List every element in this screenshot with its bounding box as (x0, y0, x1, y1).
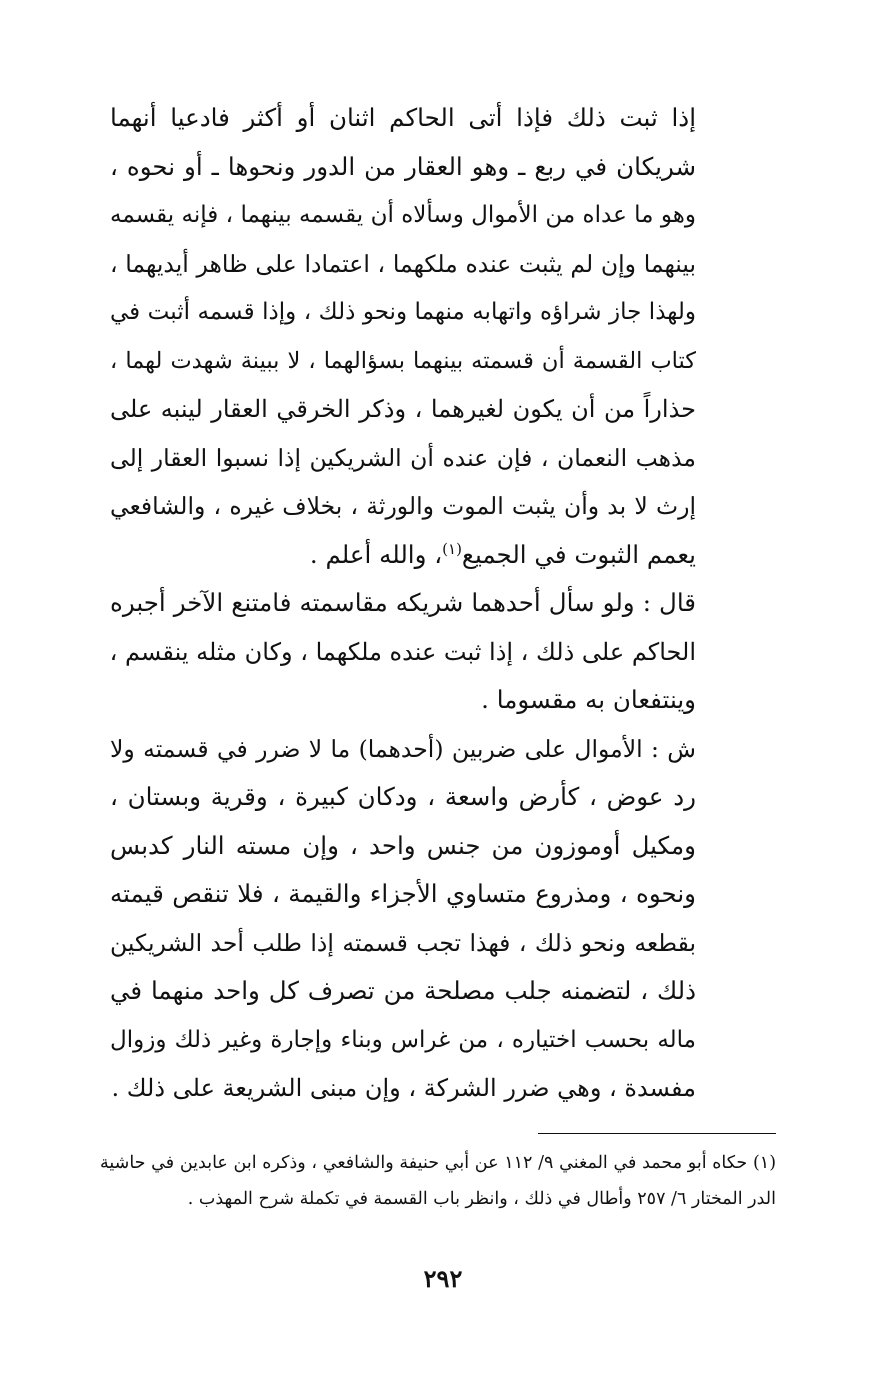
footnote-divider (538, 1133, 776, 1134)
text-line: بينهما وإن لم يثبت عنده ملكهما ، اعتمادا على ظاهر أيديهما ، (110, 249, 696, 278)
text-line: كتاب القسمة أن قسمته بينهما بسؤالهما ، لا ببينة شهدت لهما ، (110, 347, 696, 374)
text-line: قال : ولو سأل أحدهما شريكه مقاسمته فامتنع الآخر أجبره (110, 588, 696, 617)
text-line: ماله بحسب اختياره ، من غراس وبناء وإجارة وغير ذلك وزوال (110, 1026, 696, 1053)
text-line: بقطعه ونحو ذلك ، فهذا تجب قسمته إذا طلب أحد الشريكين (110, 928, 696, 957)
main-text (110, 94, 696, 1113)
text-line: إذا ثبت ذلك فإذا أتى الحاكم اثنان أو أكثر فادعيا أنهما (110, 103, 696, 132)
text-line: ومكيل أوموزون من جنس واحد ، وإن مسته النار كدبس (110, 830, 696, 860)
page-number: ٢٩٢ (423, 1264, 463, 1293)
text-line: وينتفعان به مقسوما . (481, 685, 696, 714)
text-line: ونحوه ، ومذروع متساوي الأجزاء والقيمة ، فلا تنقص قيمته (110, 879, 696, 908)
text-line: مفسدة ، وهي ضرر الشركة ، وإن مبنى الشريعة على ذلك . (111, 1074, 696, 1102)
text-line: شريكان في ربع ـ وهو العقار من الدور ونحوها ـ أو نحوه ، (110, 151, 696, 181)
text-line: ذلك ، لتضمنه جلب مصلحة من تصرف كل واحد منهما في (110, 976, 696, 1005)
footnotes (100, 1145, 776, 1217)
text-line (110, 531, 696, 580)
text-line: وهو ما عداه من الأموال وسألاه أن يقسمه بينهما ، فإنه يقسمه (110, 202, 696, 228)
text-line: الحاكم على ذلك ، إذا ثبت عنده ملكهما ، وكان مثله ينقسم ، (109, 637, 696, 666)
text-line: حذاراً من أن يكون لغيرهما ، وذكر الخرقي العقار لينبه على (110, 395, 696, 423)
text-line: ش : الأموال على ضربين (أحدهما) ما لا ضرر في قسمته ولا (110, 734, 696, 763)
text-line: إرث لا بد وأن يثبت الموت والورثة ، بخلاف غيره ، والشافعي (110, 492, 696, 520)
text-segment: يعمم الثبوت في الجميع (461, 539, 696, 569)
text-line: ولهذا جاز شراؤه واتهابه منهما ونحو ذلك ، وإذا قسمه أثبت في (110, 299, 696, 325)
footnote-line: الدر المختار ٦/ ٢٥٧ وأطال في ذلك ، وانظر باب القسمة في تكملة شرح المهذب . (187, 1189, 776, 1209)
text-line: رد عوض ، كأرض واسعة ، ودكان كبيرة ، وقرية وبستان ، (110, 782, 696, 811)
footnote-reference[interactable]: (١) (442, 539, 462, 558)
text-line: مذهب النعمان ، فإن عنده أن الشريكين إذا نسبوا العقار إلى (110, 443, 696, 472)
footnote-line: (١) حكاه أبو محمد في المغني ٩/ ١١٢ عن أبي حنيفة والشافعي ، وذكره ابن عابدين في حاشية (100, 1153, 777, 1173)
text-segment: ، والله أعلم . (309, 539, 443, 569)
